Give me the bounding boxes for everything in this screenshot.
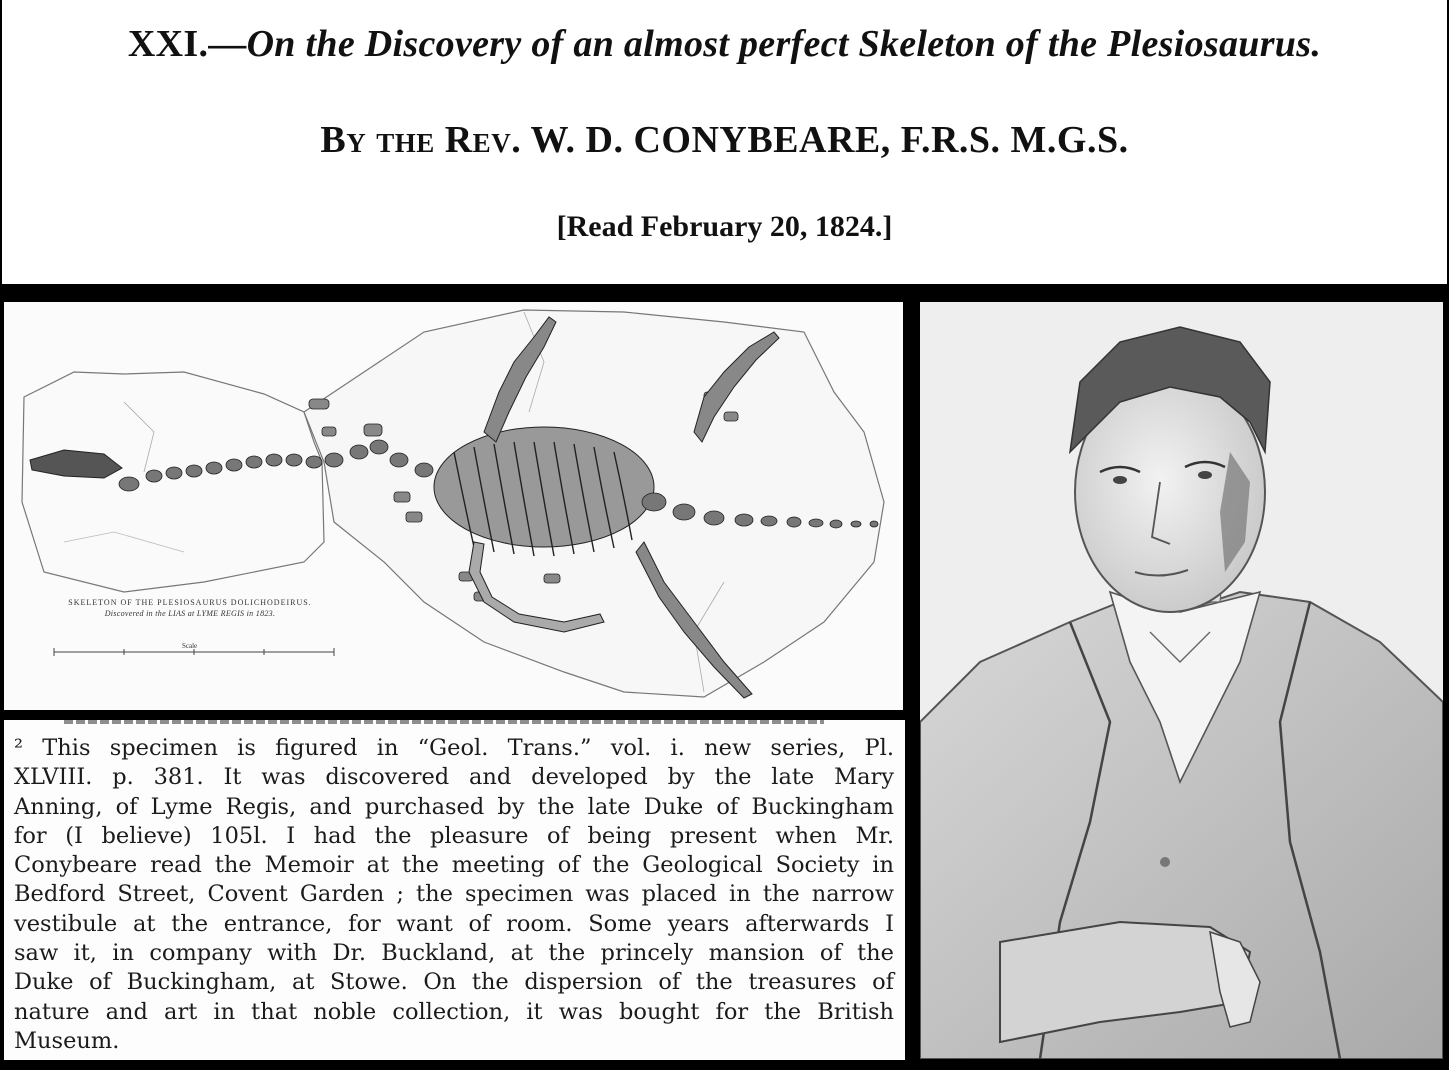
plate-title: SKELETON OF THE PLESIOSAURUS DOLICHODEIRUS.: [68, 598, 312, 607]
skeleton-icon: [4, 302, 903, 710]
footnote-line: vestibule at the entrance, for want of room. Some years afterwards I: [14, 910, 894, 937]
footnote-line: nature and art in that noble collection, it was bought for the British: [14, 998, 894, 1025]
footnote-line: for (I believe) 105l. I had the pleasure of being present when Mr.: [14, 822, 894, 849]
footnote-line: Conybeare read the Memoir at the meeting of the Geological Society in: [14, 852, 894, 879]
plate-subtitle: Discovered in the LIAS at LYME REGIS in 1823.: [104, 609, 276, 618]
plate-caption: [40, 598, 340, 618]
footnote-line: Museum.: [14, 1027, 120, 1054]
portrait-icon: [920, 302, 1443, 1059]
title-panel: [2, 0, 1447, 284]
portrait-illustration: [920, 302, 1443, 1059]
read-date: [Read February 20, 1824.]: [556, 210, 893, 243]
footnote-panel: [4, 720, 905, 1060]
cut-text-fragment: [64, 720, 824, 724]
footnote-line: Bedford Street, Covent Garden ; the specimen was placed in the narrow: [14, 881, 894, 908]
author-byline: By the Rev. W. D. CONYBEARE, F.R.S. M.G.S.: [320, 119, 1129, 161]
footnote-line: ² This specimen is figured in “Geol. Trans.” vol. i. new series, Pl.: [14, 735, 894, 761]
skeleton-illustration: [4, 302, 903, 710]
footnote-line: XLVIII. p. 381. It was discovered and developed by the late Mary: [14, 764, 894, 791]
footnote-line: Anning, of Lyme Regis, and purchased by the late Duke of Buckingham: [14, 793, 894, 820]
article-title: [2, 22, 1447, 66]
footnote-text: [14, 734, 894, 1056]
scale-label: Scale: [182, 642, 198, 650]
footnote-line: Duke of Buckingham, at Stowe. On the dispersion of the treasures of: [14, 969, 894, 996]
article-title-text: On the Discovery of an almost perfect Skeleton of the Plesiosaurus.: [246, 23, 1322, 65]
footnote-line: saw it, in company with Dr. Buckland, at the princely mansion of the: [14, 940, 894, 967]
article-number: XXI.—: [127, 23, 247, 65]
